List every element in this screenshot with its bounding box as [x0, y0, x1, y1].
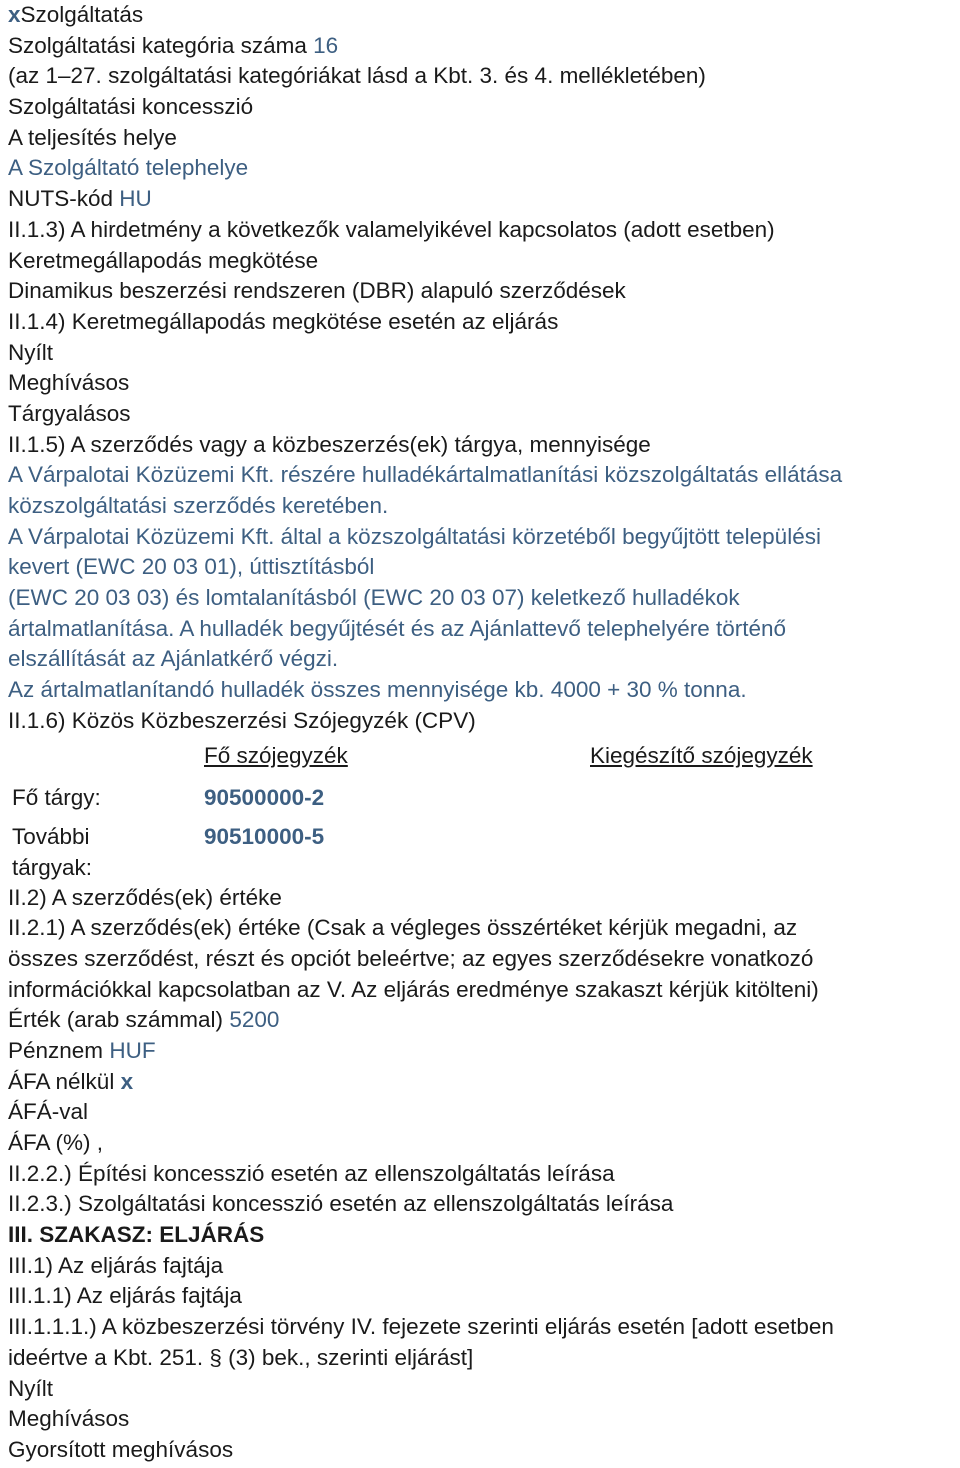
subject-line-6: ártalmatlanítása. A hulladék begyűjtését és az Ajánlattevő telephelyére történő: [8, 615, 787, 641]
procedure-accelerated-restricted: Gyorsított meghívásos: [8, 1436, 234, 1462]
section-ii-2-1-line-2: összes szerződést, részt és opciót beleértve; az egyes szerződésekre vonatkozó: [8, 945, 814, 971]
line-place-value: A Szolgáltató telephelye: [8, 155, 249, 181]
subject-line-1: A Várpalotai Közüzemi Kft. részére hulladékártalmatlanítási közszolgáltatás ellátása: [8, 462, 843, 488]
line-vat-excl: [8, 1067, 952, 1098]
section-iii-1-1-1-line-2: ideértve a Kbt. 251. § (3) bek., szerinti eljárást]: [8, 1344, 474, 1370]
value-label: Érték (arab számmal): [8, 1007, 224, 1033]
section-iii-1-1: III.1.1) Az eljárás fajtája: [8, 1283, 242, 1309]
section-ii-2-1-line-1: II.2.1) A szerződés(ek) értéke (Csak a végleges összértéket kérjük megadni, az: [8, 915, 798, 941]
section-iii-heading: III. SZAKASZ: ELJÁRÁS: [8, 1222, 265, 1248]
nuts-label: NUTS-kód: [8, 186, 114, 212]
cpv-other-row: [8, 819, 952, 883]
cpv-other-label-1: További: [12, 823, 90, 849]
line-nuts: [8, 184, 952, 215]
section-ii-2: II.2) A szerződés(ek) értéke: [8, 884, 282, 910]
line-category-note: (az 1–27. szolgáltatási kategóriákat lásd a Kbt. 3. és 4. mellékletében): [8, 63, 706, 89]
line-service: [8, 0, 952, 31]
cpv-main-label: Fő tárgy:: [12, 784, 101, 810]
cpv-header: [8, 737, 952, 777]
line-category: [8, 31, 952, 62]
section-ii-1-3: II.1.3) A hirdetmény a következők valamelyikével kapcsolatos (adott esetben): [8, 216, 775, 242]
cpv-main-heading: Fő szójegyzék: [204, 742, 348, 768]
option-restricted: Meghívásos: [8, 370, 130, 396]
cpv-main-code: 90500000-2: [204, 784, 325, 810]
section-ii-1-6: II.1.6) Közös Közbeszerzési Szójegyzék (CPV): [8, 707, 476, 733]
cpv-supplementary-heading: Kiegészítő szójegyzék: [590, 742, 813, 768]
nuts-value: HU: [119, 186, 152, 212]
currency-value: HUF: [109, 1037, 156, 1063]
line-framework: Keretmegállapodás megkötése: [8, 247, 319, 273]
subject-line-2: közszolgáltatási szerződés keretében.: [8, 493, 389, 518]
subject-line-7: elszállítását az Ajánlatkérő végzi.: [8, 646, 339, 672]
vat-excl-label: ÁFA nélkül: [8, 1068, 115, 1094]
category-value: 16: [313, 32, 339, 58]
option-open: Nyílt: [8, 339, 53, 365]
value-amount: 5200: [229, 1007, 280, 1033]
currency-label: Pénznem: [8, 1037, 104, 1063]
line-vat-rate: ÁFA (%) ,: [8, 1130, 104, 1155]
section-ii-2-1-line-3: információkkal kapcsolatban az V. Az eljárás eredménye szakaszt kérjük kitölteni): [8, 976, 819, 1002]
checkbox-mark: x: [8, 2, 21, 27]
section-iii-1: III.1) Az eljárás fajtája: [8, 1252, 224, 1278]
section-iii-1-1-1-line-1: III.1.1.1.) A közbeszerzési törvény IV. fejezete szerinti eljárás esetén [adott esetben: [8, 1314, 834, 1340]
line-place-label: A teljesítés helye: [8, 124, 177, 150]
line-value: [8, 1005, 952, 1036]
cpv-other-code: 90510000-5: [204, 823, 325, 849]
subject-line-5: (EWC 20 03 03) és lomtalanításból (EWC 20 03 07) keletkező hulladékok: [8, 585, 740, 611]
cpv-other-label-2: tárgyak:: [12, 854, 93, 880]
category-label: Szolgáltatási kategória száma: [8, 32, 307, 58]
procedure-restricted: Meghívásos: [8, 1406, 130, 1432]
section-ii-2-3: II.2.3.) Szolgáltatási koncesszió esetén az ellenszolgáltatás leírása: [8, 1191, 674, 1217]
procedure-open: Nyílt: [8, 1375, 53, 1401]
line-currency: [8, 1036, 952, 1067]
section-ii-1-5: II.1.5) A szerződés vagy a közbeszerzés(ek) tárgya, mennyisége: [8, 431, 651, 457]
vat-excl-mark: x: [120, 1068, 134, 1094]
service-label: Szolgáltatás: [20, 2, 144, 27]
subject-line-4: kevert (EWC 20 03 01), úttisztításból: [8, 554, 375, 580]
cpv-main-row: [8, 777, 952, 819]
section-ii-2-2: II.2.2.) Építési koncesszió esetén az ellenszolgáltatás leírása: [8, 1160, 615, 1186]
subject-line-8: Az ártalmatlanítandó hulladék összes mennyisége kb. 4000 + 30 % tonna.: [8, 677, 747, 703]
section-ii-1-4: II.1.4) Keretmegállapodás megkötése esetén az eljárás: [8, 308, 559, 334]
option-negotiated: Tárgyalásos: [8, 400, 131, 426]
line-dynamic: Dinamikus beszerzési rendszeren (DBR) alapuló szerződések: [8, 278, 626, 304]
line-concession: Szolgáltatási koncesszió: [8, 94, 254, 120]
subject-line-3: A Várpalotai Közüzemi Kft. által a közszolgáltatási körzetéből begyűjtött települési: [8, 523, 821, 549]
line-vat-incl: ÁFÁ-val: [8, 1099, 89, 1125]
